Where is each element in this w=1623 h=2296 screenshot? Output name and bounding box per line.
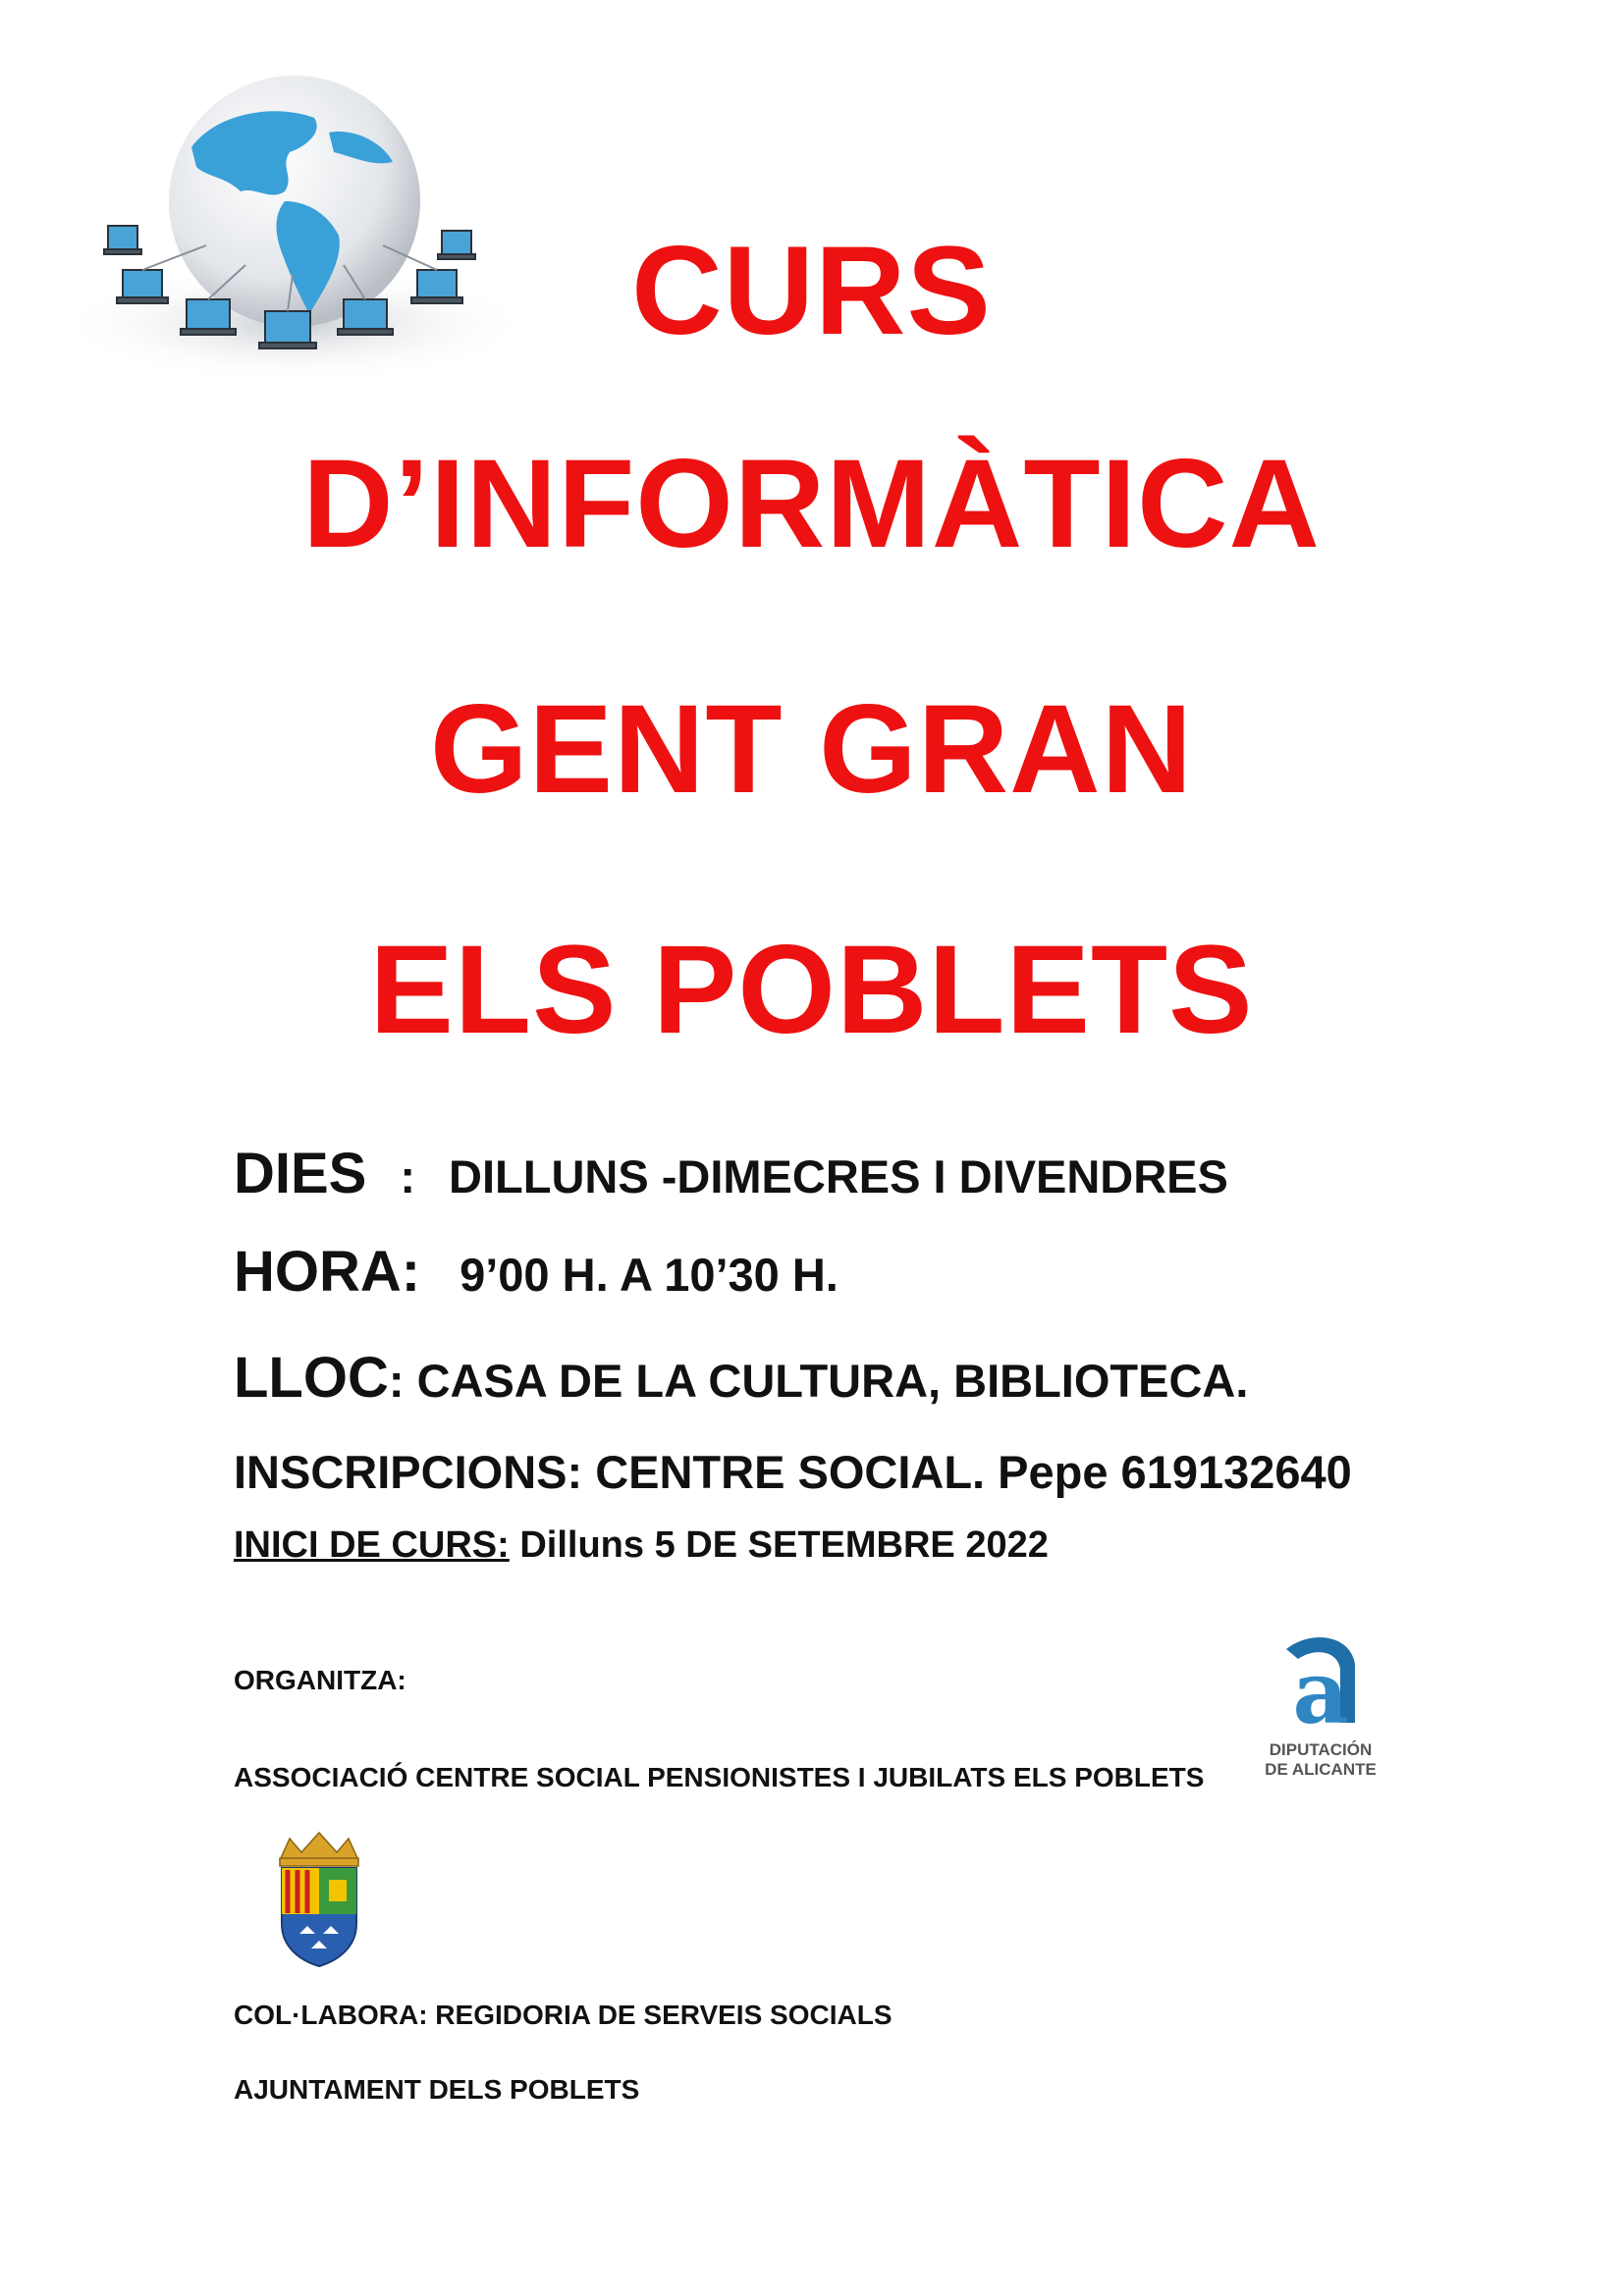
diputacion-alicante-logo	[1247, 1629, 1394, 1787]
dipu-line2: DE ALICANTE	[1265, 1760, 1377, 1779]
organitza-label: ORGANITZA:	[234, 1665, 406, 1695]
hora-line	[234, 1239, 839, 1305]
title-line-gent-gran: GENT GRAN	[430, 679, 1193, 820]
dies-value: DILLUNS -DIMECRES I DIVENDRES	[449, 1150, 1228, 1202]
inici-label: INICI DE CURS:	[234, 1524, 510, 1566]
dies-label: DIES	[234, 1142, 367, 1205]
dipu-line1: DIPUTACIÓN	[1269, 1740, 1373, 1759]
title-line-curs: CURS	[631, 221, 992, 361]
dipu-mark: a	[1292, 1641, 1349, 1743]
dies-colon: :	[400, 1150, 416, 1202]
inici-line	[234, 1524, 1049, 1567]
associacio-text: ASSOCIACIÓ CENTRE SOCIAL PENSIONISTES I JUBILATS ELS POBLETS	[234, 1762, 1205, 1792]
title-line-els-poblets: ELS POBLETS	[369, 920, 1254, 1060]
title-line-informatica: D’INFORMÀTICA	[302, 434, 1321, 574]
dies-line	[234, 1141, 1228, 1206]
hora-value: 9’00 H. A 10’30 H.	[460, 1249, 839, 1301]
lloc-label: LLOC	[234, 1346, 389, 1410]
ajuntament-text: AJUNTAMENT DELS POBLETS	[234, 2074, 640, 2105]
col-labora-text: COL·LABORA: REGIDORIA DE SERVEIS SOCIALS	[234, 2000, 893, 2030]
lloc-line	[234, 1345, 1248, 1411]
inscripcions-line: INSCRIPCIONS: CENTRE SOCIAL. Pepe 619132640	[234, 1446, 1352, 1498]
coat-of-arms-icon	[270, 1831, 368, 1968]
lloc-value: : CASA DE LA CULTURA, BIBLIOTECA.	[388, 1355, 1249, 1407]
hora-label: HORA:	[234, 1240, 421, 1304]
inici-value: Dilluns 5 DE SETEMBRE 2022	[509, 1524, 1049, 1566]
